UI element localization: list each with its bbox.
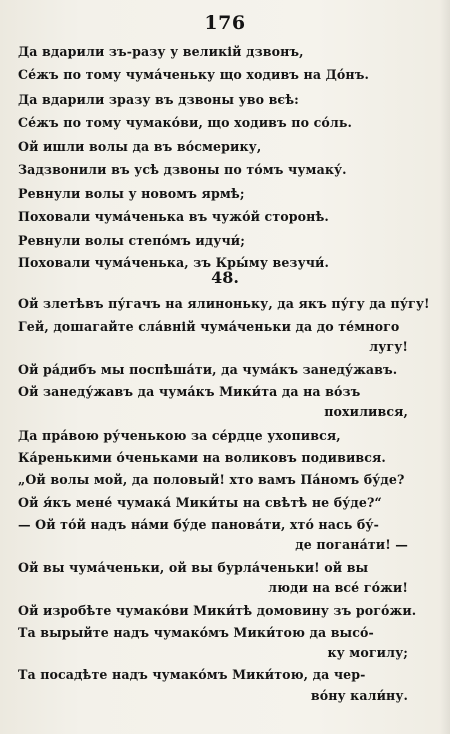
verse-line: Ой ра́дибъ мы поспѣша́ти, да чума́къ занеду́жавъ.: [18, 362, 398, 377]
verse-line: Ой занеду́жавъ да чума́къ Мики́та да на во́зъ: [18, 384, 361, 399]
verse-line: Ой я́къ мене́ чумака́ Мики́ты на свѣтѣ не бу́де?“: [18, 495, 382, 510]
verse-line-continuation: де погана́ти! —: [295, 537, 408, 552]
verse-line: Поховали чума́ченька, зъ Кры́му везучи́.: [18, 255, 329, 270]
song-number: 48.: [211, 268, 239, 287]
page-edge-shadow: [440, 0, 450, 734]
verse-line: Та посадѣте надъ чумако́мъ Мики́тою, да чер-: [18, 667, 366, 682]
verse-line-continuation: похилився,: [324, 404, 408, 419]
verse-line: Ой злетѣвъ пу́гачъ на ялиноньку, да якъ пу́гу да пу́гу!: [18, 296, 430, 311]
verse-line-continuation: во́ну кали́ну.: [310, 688, 408, 703]
verse-line-continuation: люди на все́ го́жи!: [268, 580, 408, 595]
verse-line: Ревнули волы у новомъ ярмѣ;: [18, 186, 245, 201]
verse-line: Се́жъ по тому чумако́ви, що ходивъ по со́ль.: [18, 115, 352, 130]
verse-line: „Ой волы мой, да половый! хто вамъ Па́номъ бу́де?: [18, 472, 405, 487]
verse-line: Та вырыйте надъ чумако́мъ Мики́тою да высо́-: [18, 625, 374, 640]
verse-line: Ой ишли волы да въ во́смерику,: [18, 139, 262, 154]
verse-line: Да вдарили зъ-разу у великій дзвонъ,: [18, 44, 304, 59]
verse-line: Да пра́вою ру́ченькою за се́рдце ухопився,: [18, 428, 341, 443]
verse-line-continuation: лугу!: [369, 339, 408, 354]
page-number: 176: [204, 12, 246, 34]
verse-line: — Ой то́й надъ на́ми бу́де панова́ти, хто́ нась бу́-: [18, 517, 379, 532]
verse-line: Се́жъ по тому чума́ченьку що ходивъ на До́нъ.: [18, 67, 369, 82]
verse-line: Ревнули волы степо́мъ идучи́;: [18, 233, 245, 248]
verse-line: Гей, дошагайте сла́вній чума́ченьки да до те́много: [18, 319, 400, 334]
verse-line: Задзвонили въ усѣ дзвоны по то́мъ чумаку́.: [18, 162, 347, 177]
verse-line: Ка́ренькими о́ченьками на воликовъ подивився.: [18, 450, 386, 465]
verse-line: Ой вы чума́ченьки, ой вы бурла́ченьки! ой вы: [18, 560, 369, 575]
verse-line: Да вдарили зразу въ дзвоны уво вєѣ:: [18, 92, 299, 107]
verse-line: Поховали чума́ченька въ чужо́й сторонѣ.: [18, 209, 329, 224]
verse-line: Ой изробѣте чумако́ви Мики́тѣ домовину зъ рого́жи.: [18, 603, 417, 618]
verse-line-continuation: ку могилу;: [327, 645, 408, 660]
